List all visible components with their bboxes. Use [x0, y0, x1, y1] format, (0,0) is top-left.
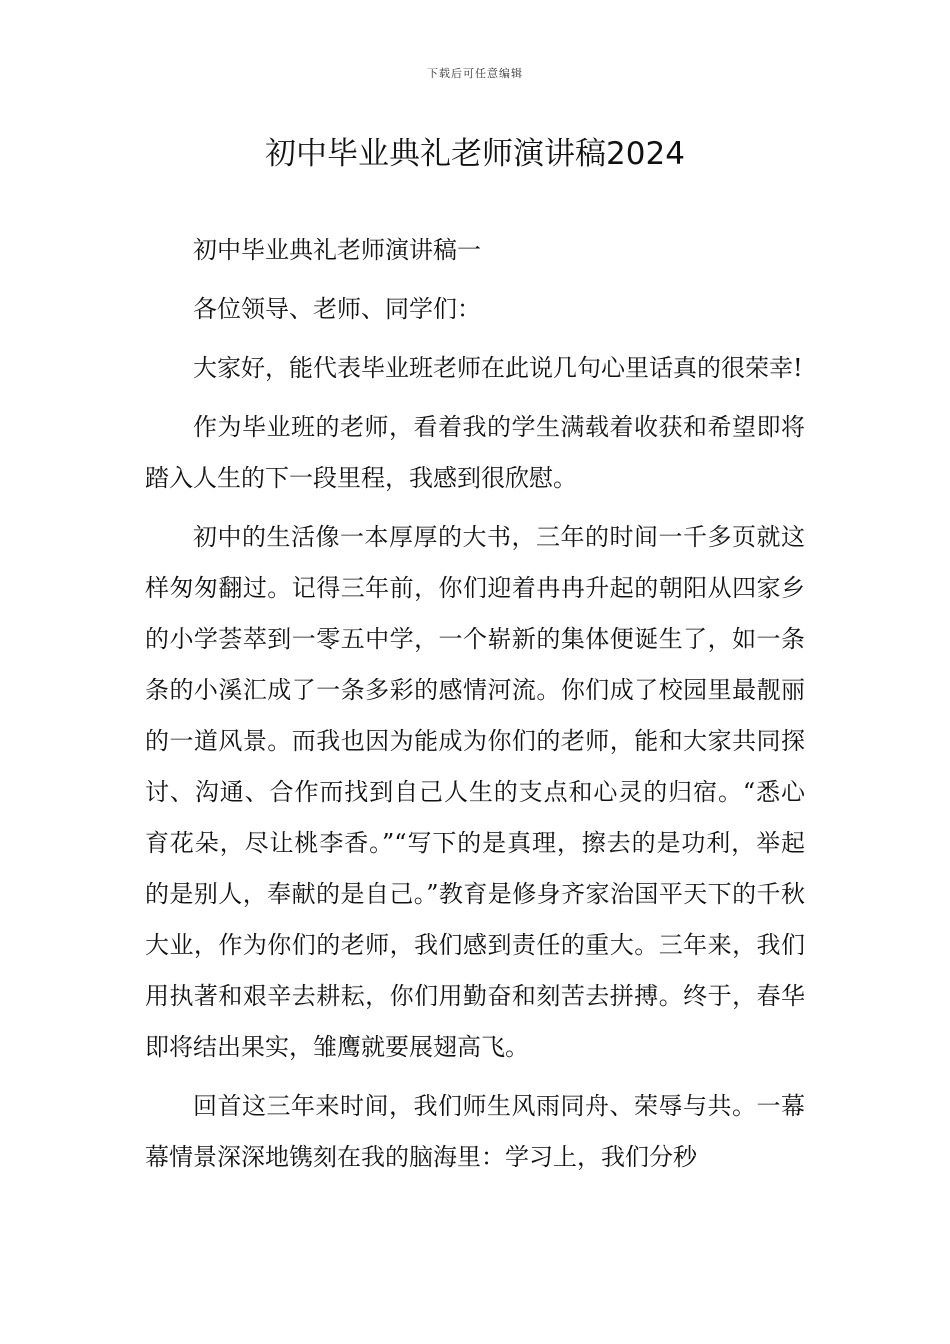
paragraph: 回首这三年来时间，我们师生风雨同舟、荣辱与共。一幕幕情景深深地镌刻在我的脑海里：学习上，我们分秒: [145, 1092, 805, 1171]
paragraph-salutation: 各位领导、老师、同学们：: [193, 295, 481, 323]
paragraph: 初中的生活像一本厚厚的大书，三年的时间一千多页就这样匆匆翻过。记得三年前，你们迎着冉冉升起的朝阳从四家乡的小学荟萃到一零五中学，一个崭新的集体便诞生了，如一条条的小溪汇成了一条多彩的感情河流。你们成了校园里最靓丽的一道风景。而我也因为能成为你们的老师，能和大家共同探讨、沟通、合作而找到自己人生的支点和心灵的归宿。“悉心育花朵，尽让桃李香。”“写下的是真理，擦去的是功利，举起的是别人，奉献的是自己。”教育是修身齐家治国平天下的千秋大业，作为你们的老师，我们感到责任的重大。三年来，我们用执著和艰辛去耕耘，你们用勤奋和刻苦去拼搏。终于，春华即将结出果实，雏鹰就要展翅高飞。: [145, 523, 805, 1061]
page-header-note: 下载后可任意编辑: [427, 67, 523, 80]
paragraph: 作为毕业班的老师，看着我的学生满载着收获和希望即将踏入人生的下一段里程，我感到很欣慰。: [145, 413, 805, 492]
paragraph: 大家好，能代表毕业班老师在此说几句心里话真的很荣幸!: [193, 354, 803, 382]
document-title: 初中毕业典礼老师演讲稿2024: [265, 136, 685, 172]
document-body: [145, 225, 805, 1191]
paragraph-subtitle: 初中毕业典礼老师演讲稿一: [193, 236, 481, 264]
